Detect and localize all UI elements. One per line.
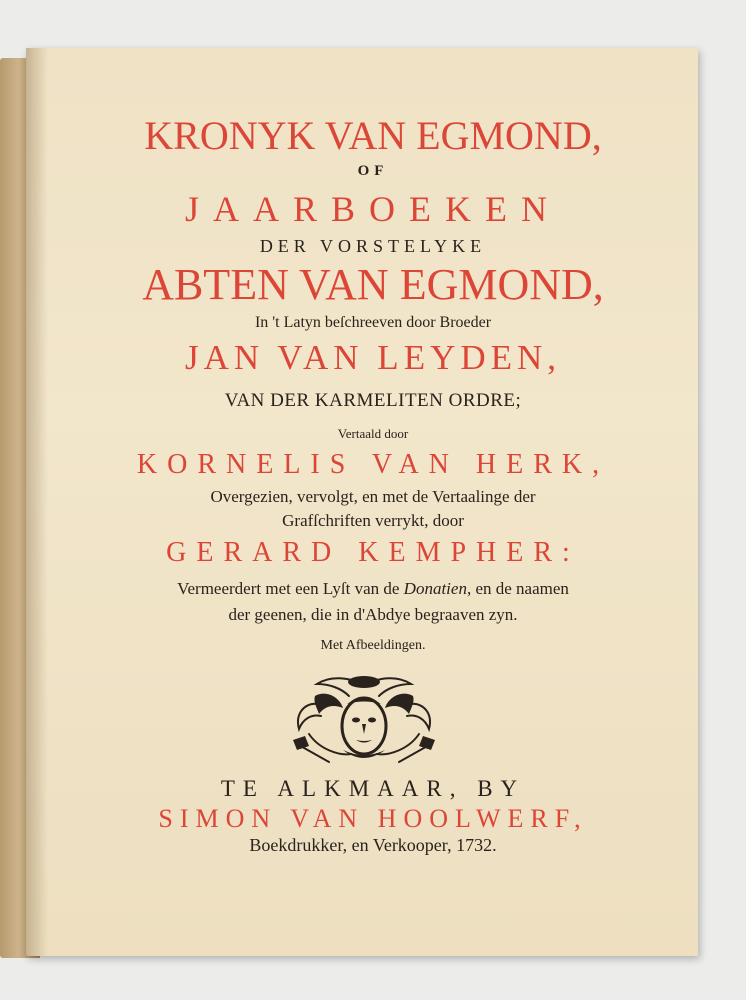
additions-line1 — [0, 579, 746, 599]
editor-name: GERARD KEMPHER: — [166, 537, 580, 568]
imprint-printer: SIMON VAN HOOLWERF, — [158, 804, 588, 833]
additions-text-after: , en de naamen — [466, 579, 569, 598]
title-line-latyn: In 't Latyn beſchreeven door Broeder — [254, 314, 492, 331]
illustrations-note: Met Afbeeldingen. — [320, 638, 426, 653]
author-name: JAN VAN LEYDEN, — [184, 338, 562, 377]
editor-note-line2: Grafſchriften verrykt, door — [282, 511, 464, 530]
translator-name: KORNELIS VAN HERK, — [136, 449, 610, 480]
imprint-trade-year: Boekdrukker, en Verkooper, 1732. — [249, 835, 497, 855]
title-line-jaarboeken: JAARBOEKEN — [184, 189, 561, 229]
additions-text-before: Vermeerdert met een Lyſt van de — [177, 579, 404, 598]
additions-italic-donatien: Donatien — [403, 579, 467, 598]
imprint-place: TE ALKMAAR, BY — [220, 776, 526, 801]
editor-note-line1: Overgezien, vervolgt, en met de Vertaalinge der — [210, 487, 536, 506]
title-line-kronyk: KRONYK VAN EGMOND, — [144, 113, 602, 158]
title-line-vorstelyke: DER VORSTELYKE — [259, 236, 487, 256]
author-order: VAN DER KARMELITEN ORDRE; — [224, 390, 522, 411]
title-line-abten: ABTEN VAN EGMOND, — [142, 260, 604, 309]
printers-ornament-icon — [289, 674, 439, 769]
translated-by-label: Vertaald door — [337, 426, 409, 441]
title-line-of: OF — [357, 163, 389, 179]
additions-line2: der geenen, die in d'Abdye begraaven zyn. — [228, 605, 518, 624]
